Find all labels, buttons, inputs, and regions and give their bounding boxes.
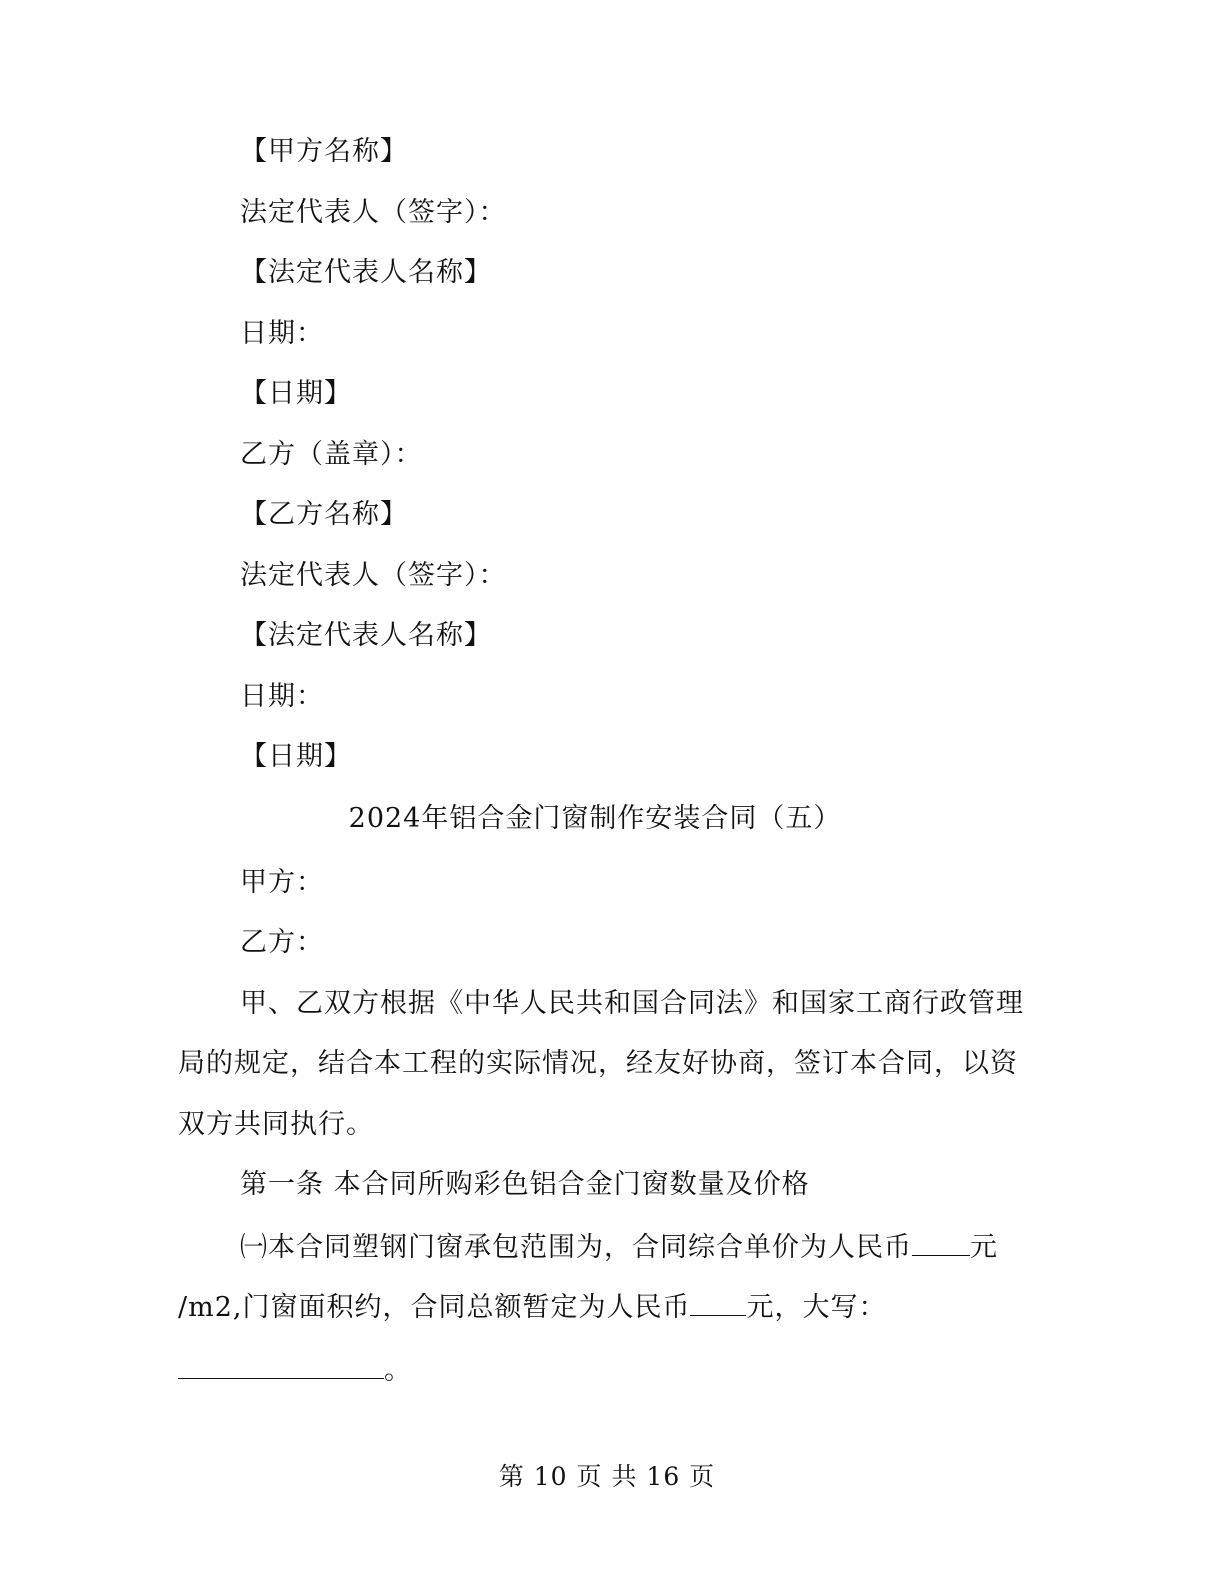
clause-1-line-3-end: 。	[384, 1355, 412, 1386]
party-a-label: 甲方：	[240, 867, 324, 898]
clause-1-line-1	[240, 1229, 998, 1266]
intro-paragraph-line-2: 局的规定，结合本工程的实际情况，经友好协商，签订本合同，以资	[178, 1048, 1018, 1079]
contract-title: 2024年铝合金门窗制作安装合同（五）	[348, 803, 842, 834]
party-b-rep-name-placeholder: 【法定代表人名称】	[240, 620, 492, 651]
party-b-rep-sign-label: 法定代表人（签字）：	[240, 560, 507, 591]
intro-paragraph-line-1: 甲、乙双方根据《中华人民共和国合同法》和国家工商行政管理	[240, 988, 1024, 1019]
intro-paragraph-line-3: 双方共同执行。	[178, 1109, 374, 1140]
party-b-date-placeholder: 【日期】	[240, 741, 352, 772]
clause-1-line-1-text: ㈠本合同塑钢门窗承包范围为，合同综合单价为人民币	[240, 1232, 912, 1263]
page-footer: 第 10 页 共 16 页	[498, 1462, 716, 1491]
clause-1-line-1-unit: 元	[970, 1232, 998, 1263]
party-a-rep-name-placeholder: 【法定代表人名称】	[240, 257, 492, 288]
amount-in-words-blank	[178, 1352, 384, 1379]
clause-1-line-2-tail: 元，大写：	[746, 1292, 887, 1323]
clause-1-line-3	[178, 1352, 412, 1389]
party-a-date-placeholder: 【日期】	[240, 378, 352, 409]
party-a-name-placeholder: 【甲方名称】	[240, 136, 408, 167]
party-a-date-label: 日期：	[240, 318, 324, 349]
party-b-label: 乙方：	[240, 927, 324, 958]
clause-1-line-2	[178, 1289, 886, 1326]
party-b-date-label: 日期：	[240, 681, 324, 712]
clause-1-line-2-text: /m2,门窗面积约，合同总额暂定为人民币	[178, 1292, 691, 1323]
unit-price-blank	[912, 1229, 970, 1256]
party-b-name-placeholder: 【乙方名称】	[240, 499, 408, 530]
article-1-heading: 第一条 本合同所购彩色铝合金门窗数量及价格	[240, 1169, 810, 1200]
party-b-seal-label: 乙方（盖章）：	[240, 439, 423, 470]
total-amount-blank	[690, 1289, 746, 1316]
party-a-rep-sign-label: 法定代表人（签字）：	[240, 197, 507, 228]
